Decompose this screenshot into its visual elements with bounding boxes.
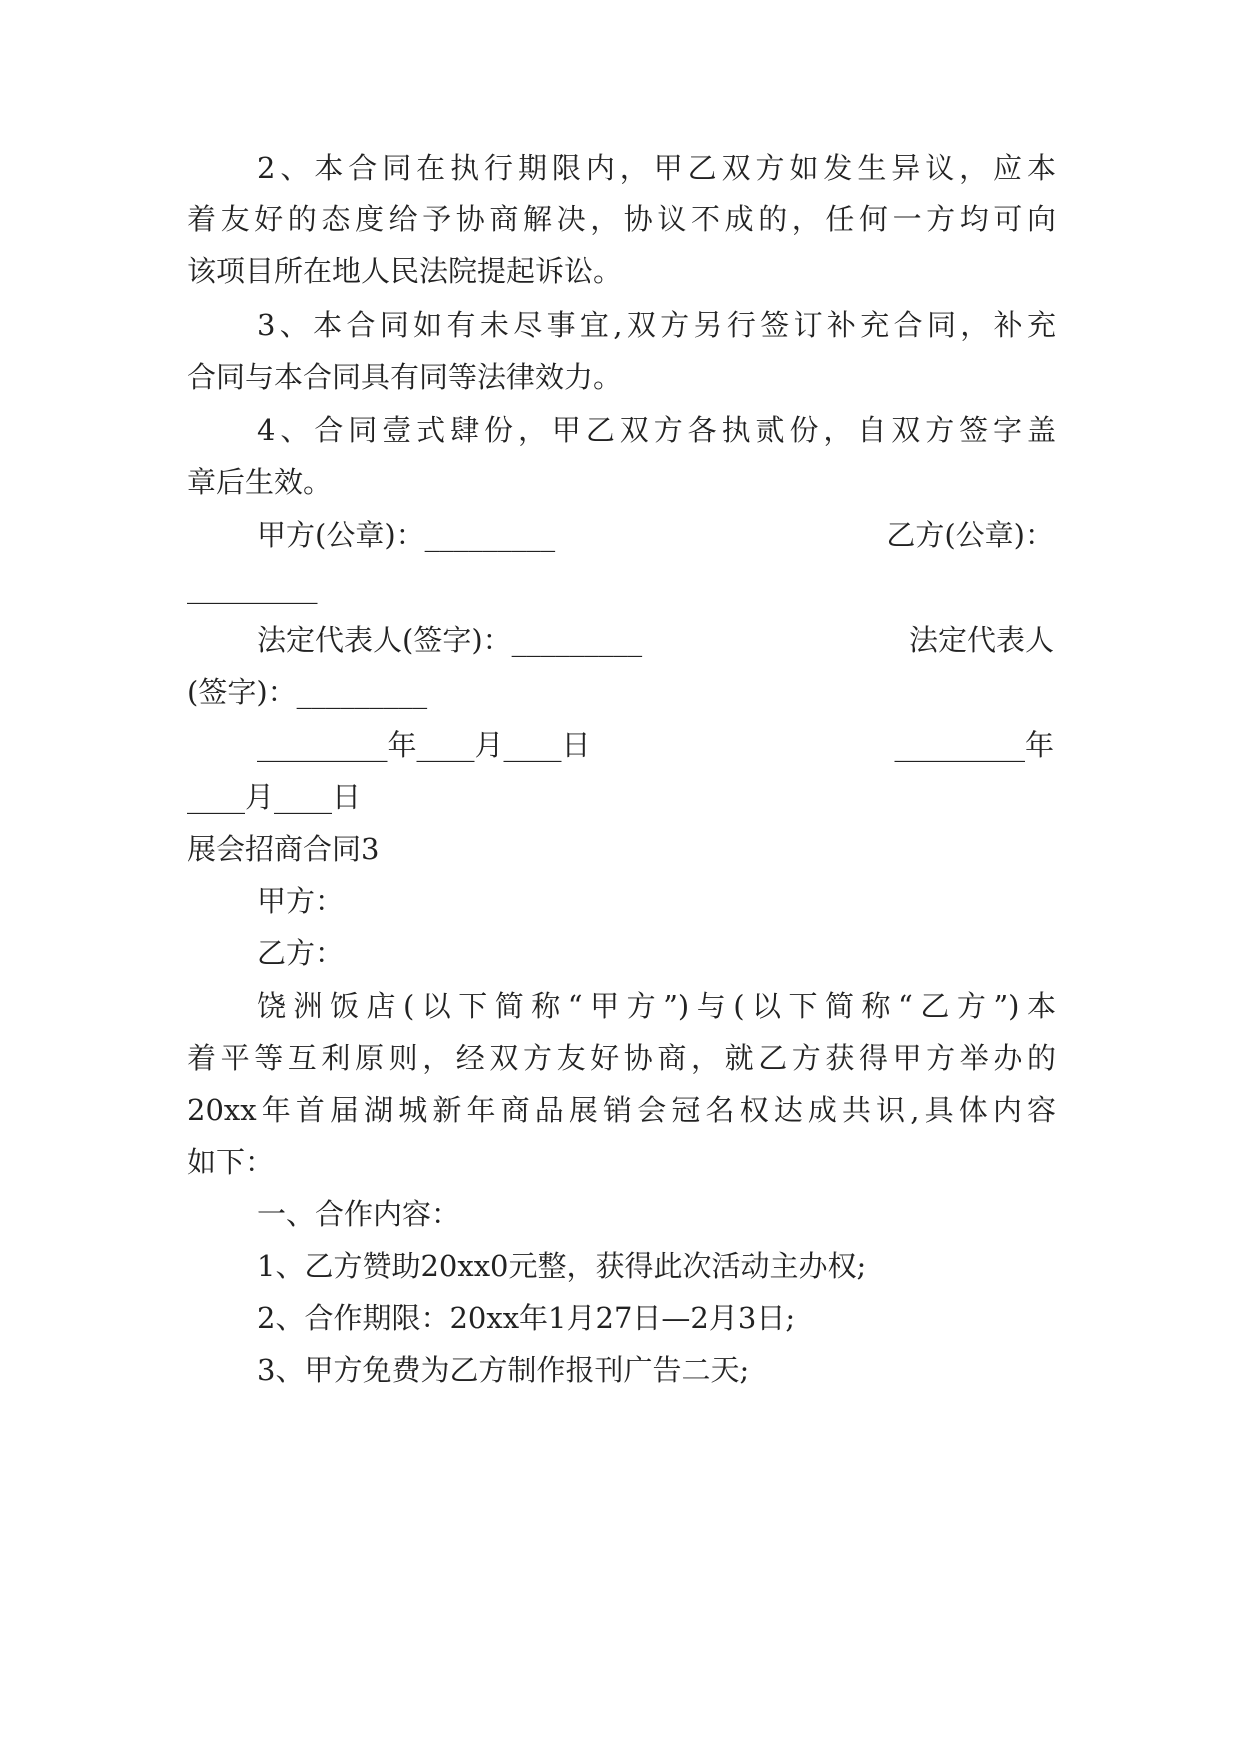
item-2: 2、合作期限：20xx年1月27日—2月3日; — [257, 1301, 796, 1335]
clause-2-line-3: 该项目所在地人民法院提起诉讼。 — [187, 254, 623, 288]
clause-2-line-1: 2、本合同在执行期限内，甲乙双方如发生异议，应本 — [257, 151, 1056, 185]
party-b-seal: 乙方(公章)： — [886, 518, 1054, 552]
clause-3-line-2: 合同与本合同具有同等法律效力。 — [187, 360, 623, 394]
item-3: 3、甲方免费为乙方制作报刊广告二天; — [257, 1353, 750, 1387]
party-a-label: 甲方： — [257, 884, 345, 918]
party-a-representative: 法定代表人(签字)：_________ — [257, 623, 643, 657]
clause-4-line-1: 4、合同壹式肆份，甲乙双方各执贰份，自双方签字盖 — [257, 413, 1056, 447]
intro-line-2: 着平等互利原则，经双方友好协商，就乙方获得甲方举办的 — [187, 1041, 1056, 1075]
party-b-seal-blank: _________ — [187, 570, 318, 604]
section-heading: 展会招商合同3 — [187, 832, 380, 866]
party-a-seal: 甲方(公章)：_________ — [257, 518, 556, 552]
clause-3-line-1: 3、本合同如有未尽事宜,双方另行签订补充合同，补充 — [257, 308, 1056, 342]
party-b-date: _________年 — [894, 728, 1054, 762]
intro-line-3: 20xx年首届湖城新年商品展销会冠名权达成共识,具体内容 — [187, 1093, 1056, 1127]
clause-4-line-2: 章后生效。 — [187, 465, 333, 499]
party-b-representative: 法定代表人 — [908, 623, 1054, 657]
party-b-date-cont: ____月____日 — [187, 780, 362, 814]
party-b-representative-blank: (签字)：_________ — [187, 675, 428, 709]
party-b-label: 乙方： — [257, 936, 345, 970]
cooperation-heading: 一、合作内容： — [257, 1197, 461, 1231]
intro-line-1: 饶洲饭店(以下简称“甲方”)与(以下简称“乙方”)本 — [257, 989, 1056, 1023]
intro-line-4: 如下： — [187, 1145, 275, 1179]
item-1: 1、乙方赞助20xx0元整，获得此次活动主办权; — [257, 1249, 867, 1283]
clause-2-line-2: 着友好的态度给予协商解决，协议不成的，任何一方均可向 — [187, 202, 1056, 236]
party-a-date: _________年____月____日 — [257, 728, 591, 762]
